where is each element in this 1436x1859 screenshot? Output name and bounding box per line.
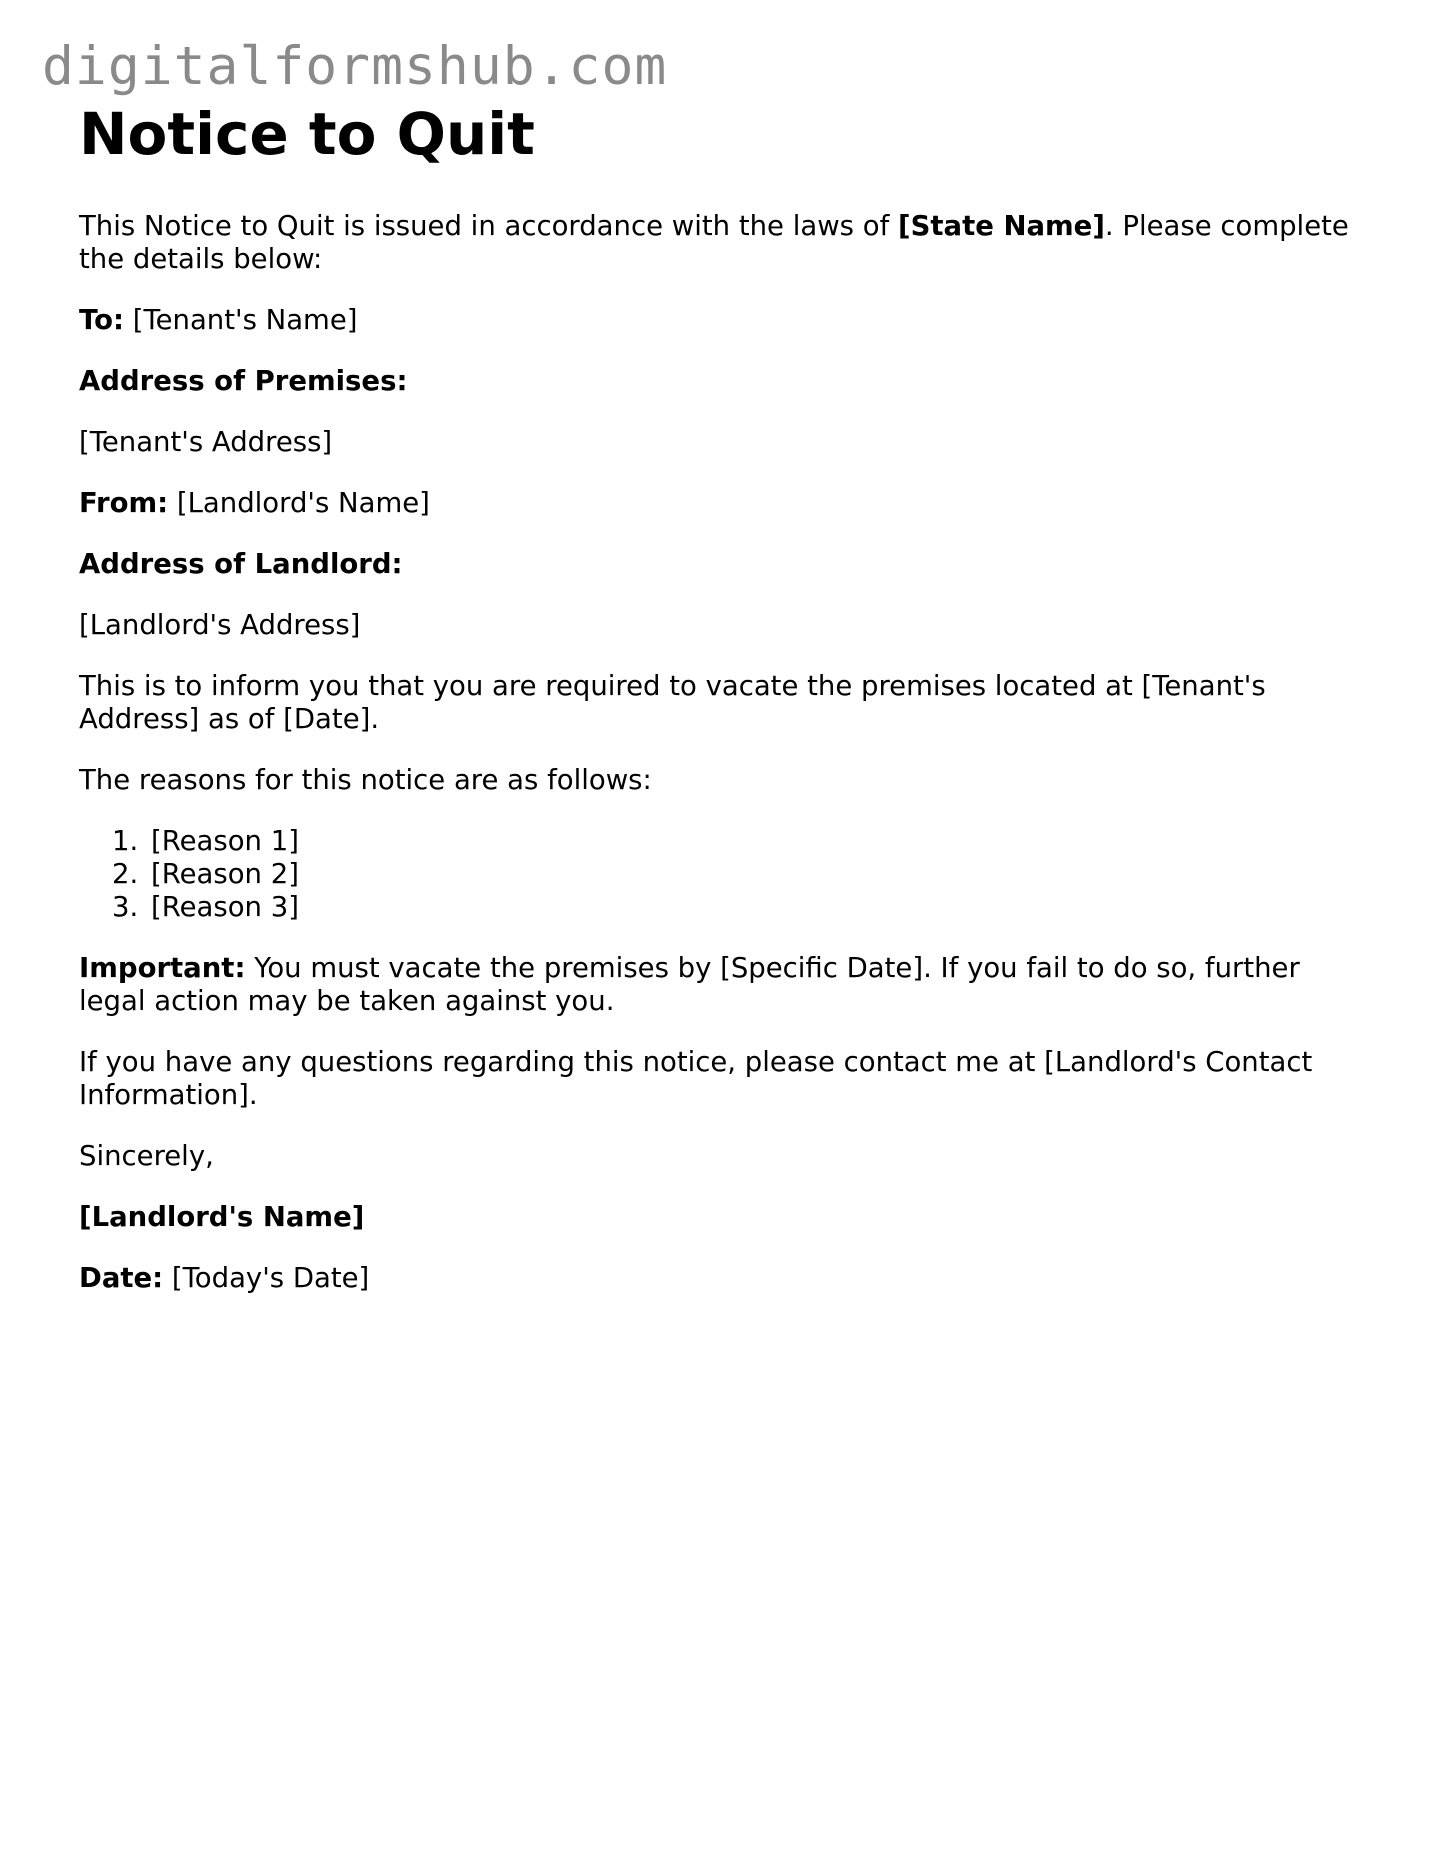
tenant-address-value: [Tenant's Address] bbox=[79, 425, 333, 458]
premises-label: Address of Premises: bbox=[79, 364, 408, 397]
closing: Sincerely, bbox=[79, 1139, 214, 1172]
landlord-name-value: [Landlord's Name] bbox=[168, 486, 430, 519]
reasons-list bbox=[79, 825, 1369, 924]
intro-prefix: This Notice to Quit is issued in accordance with the laws of bbox=[79, 209, 898, 242]
important-notice bbox=[79, 952, 1369, 1018]
reasons-intro: The reasons for this notice are as follows: bbox=[79, 763, 652, 796]
tenant-name-value: [Tenant's Name] bbox=[124, 303, 358, 336]
reason-item: 2. [Reason 2] bbox=[147, 858, 1369, 891]
signature-line bbox=[79, 1201, 1369, 1234]
premises-label-line bbox=[79, 365, 1369, 398]
reason-item: 3. [Reason 3] bbox=[147, 891, 1369, 924]
from-label: From: bbox=[79, 486, 169, 519]
page-title: Notice to Quit bbox=[79, 100, 535, 168]
premises-value-line bbox=[79, 426, 1369, 459]
date-value: [Today's Date] bbox=[163, 1261, 370, 1294]
intro-paragraph bbox=[79, 210, 1369, 276]
landlord-address-label-line bbox=[79, 548, 1369, 581]
state-name-placeholder: [State Name] bbox=[898, 209, 1105, 242]
document-body bbox=[79, 100, 1369, 1323]
reason-item: 1. [Reason 1] bbox=[147, 825, 1369, 858]
watermark: digitalformshub.com bbox=[42, 36, 668, 97]
date-field bbox=[79, 1262, 1369, 1295]
contact-statement: If you have any questions regarding this notice, please contact me at [Landlord's Contact Information]. bbox=[79, 1045, 1313, 1111]
vacate-statement: This is to inform you that you are required to vacate the premises located at [Tenant's Address] as of [Date]. bbox=[79, 669, 1266, 735]
important-text: You must vacate the premises by [Specific Date]. If you fail to do so, further legal action may be taken against you. bbox=[79, 951, 1300, 1017]
landlord-address-value: [Landlord's Address] bbox=[79, 608, 361, 641]
to-label: To: bbox=[79, 303, 124, 336]
important-label: Important: bbox=[79, 951, 246, 984]
landlord-address-label: Address of Landlord: bbox=[79, 547, 403, 580]
intro-suffix: . Please complete the details below: bbox=[79, 209, 1349, 275]
from-field bbox=[79, 487, 1369, 520]
date-label: Date: bbox=[79, 1261, 164, 1294]
signature-name: [Landlord's Name] bbox=[79, 1200, 365, 1233]
landlord-address-value-line bbox=[79, 609, 1369, 642]
to-field bbox=[79, 304, 1369, 337]
